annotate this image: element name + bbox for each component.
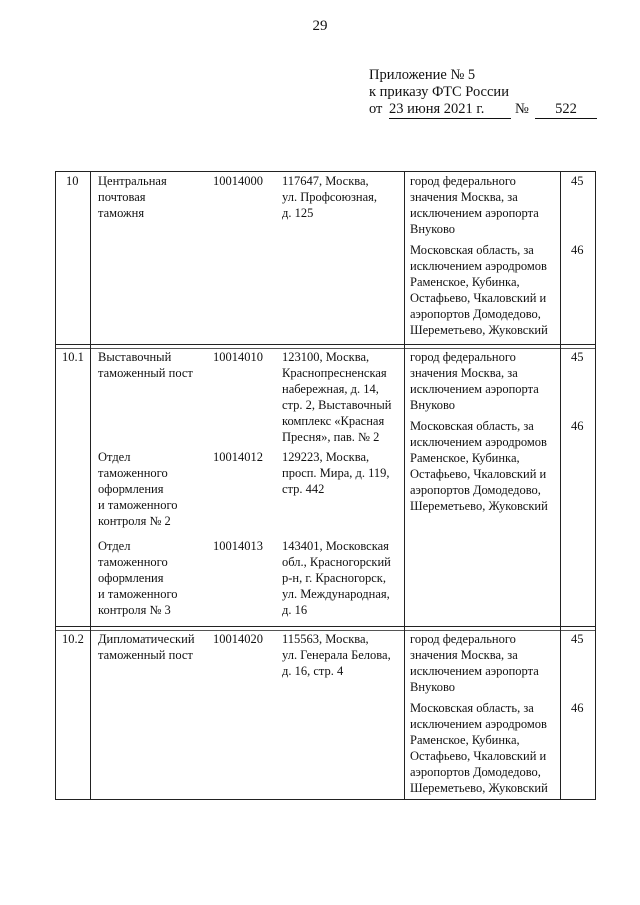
customs-code: 10014010 <box>213 350 263 364</box>
subunit-name: Отдел таможенного оформления и таможенного контроля № 3 <box>98 539 178 617</box>
order-date-number-line <box>369 101 599 121</box>
subunit-address: 129223, Москва, проcп. Мира, д. 119, стр. 442 <box>282 450 390 496</box>
row-divider <box>55 344 595 345</box>
subunit-code: 10014013 <box>213 539 263 553</box>
table-top-border <box>55 171 595 172</box>
number-prefix: № <box>515 101 529 117</box>
column-border <box>55 171 56 800</box>
row-number: 10 <box>66 174 79 188</box>
customs-name: Выставочный таможенный пост <box>98 350 193 380</box>
appendix-title: Приложение № 5 <box>369 67 476 83</box>
row-number: 10.1 <box>62 350 84 364</box>
region-code: 45 <box>571 174 584 188</box>
subunit-code: 10014012 <box>213 450 263 464</box>
row-number: 10.2 <box>62 632 84 646</box>
subunit-name: Отдел таможенного оформления и таможенного контроля № 2 <box>98 450 178 528</box>
customs-address: 117647, Москва, ул. Профсоюзная, д. 125 <box>282 174 378 220</box>
date-prefix: от <box>369 101 383 117</box>
order-date: 23 июня 2021 г. <box>389 101 511 119</box>
page-number: 29 <box>312 18 328 34</box>
region-description: Московская область, за исключением аэродромов Раменское, Кубинка, Остафьево, Чкаловский и аэропортов Домодедово, Шереметьево, Жуковский <box>410 419 548 513</box>
customs-name: Центральная почтовая таможня <box>98 174 167 220</box>
region-code: 45 <box>571 350 584 364</box>
customs-address: 123100, Москва, Краснопресненская набережная, д. 14, стр. 2, Выставочный комплекс «Красная Пресня», пав. № 2 <box>282 350 392 444</box>
subunit-address: 143401, Московская обл., Красногорский р-н, г. Красногорск, ул. Международная, д. 16 <box>282 539 391 617</box>
region-code: 45 <box>571 632 584 646</box>
customs-name: Дипломатический таможенный пост <box>98 632 195 662</box>
document-header <box>369 67 599 121</box>
region-description: город федерального значения Москва, за исключением аэропорта Внуково <box>410 632 539 694</box>
order-number: 522 <box>535 101 597 119</box>
region-description: город федерального значения Москва, за исключением аэропорта Внуково <box>410 350 539 412</box>
order-reference: к приказу ФТС России <box>369 84 509 100</box>
customs-address: 115563, Москва, ул. Генерала Белова, д. 16, стр. 4 <box>282 632 391 678</box>
region-code: 46 <box>571 243 584 257</box>
region-code: 46 <box>571 419 584 433</box>
table-bottom-border <box>55 799 595 800</box>
region-description: Московская область, за исключением аэродромов Раменское, Кубинка, Остафьево, Чкаловский и аэропортов Домодедово, Шереметьево, Жуковский <box>410 701 548 795</box>
customs-code: 10014020 <box>213 632 263 646</box>
customs-code: 10014000 <box>213 174 263 188</box>
column-border <box>595 171 596 800</box>
column-border <box>560 171 561 800</box>
region-code: 46 <box>571 701 584 715</box>
row-divider <box>55 626 595 627</box>
column-border <box>90 171 91 800</box>
region-description: город федерального значения Москва, за исключением аэропорта Внуково <box>410 174 539 236</box>
region-description: Московская область, за исключением аэродромов Раменское, Кубинка, Остафьево, Чкаловский и аэропортов Домодедово, Шереметьево, Жуковский <box>410 243 548 337</box>
column-border <box>404 171 405 800</box>
